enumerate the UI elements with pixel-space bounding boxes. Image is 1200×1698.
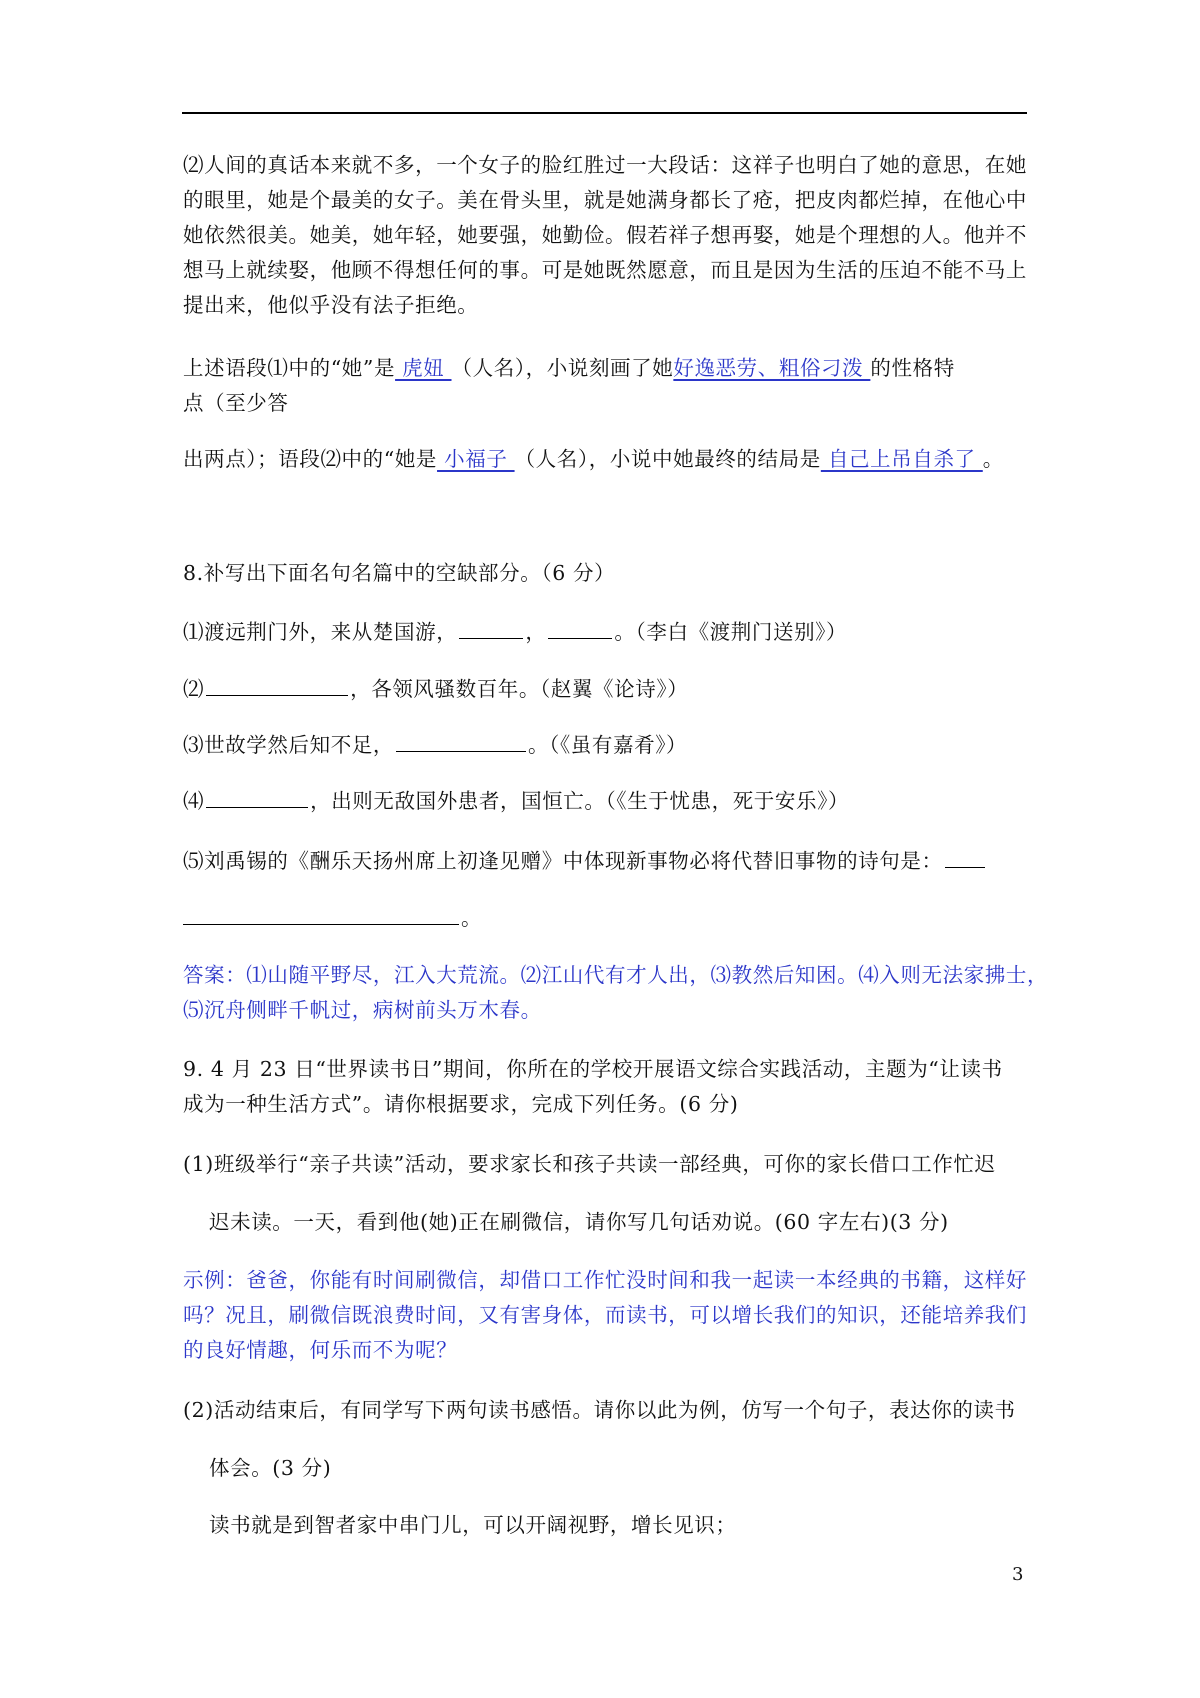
- q9-task-2-example: 读书就是到智者家中串门儿，可以开阔视野，增长见识；: [209, 1513, 737, 1537]
- q7-text: 上述语段⑴中的“她”是: [183, 356, 396, 380]
- header-rule: [182, 112, 1027, 114]
- question-7-line-3: [183, 444, 1004, 474]
- fill-blank: [459, 616, 523, 639]
- q9-example-line-2: 吗？况且，刷微信既浪费时间，又有害身体，而读书，可以增长我们的知识，还能培养我们: [183, 1303, 1027, 1327]
- q8-item-1: [183, 616, 847, 647]
- fill-blank: [945, 845, 985, 868]
- question-9-line-2: 成为一种生活方式”。请你根据要求，完成下列任务。(6 分): [183, 1092, 739, 1116]
- q8-item-text: 。（《虽有嘉肴》）: [528, 733, 688, 757]
- q8-item-text: ⑷: [183, 789, 205, 813]
- fill-blank: [206, 673, 348, 696]
- question-7-line-1: [183, 353, 955, 383]
- q7-answer-name-1: 虎妞: [395, 356, 452, 380]
- q8-item-text: 。: [461, 906, 483, 930]
- q9-task-2-line-1: (2)活动结束后，有同学写下两句读书感悟。请你以此为例，仿写一个句子，表达你的读书: [183, 1398, 1016, 1422]
- fill-blank: [183, 902, 459, 925]
- q7-answer-traits: 好逸恶劳、粗俗刁泼: [673, 356, 871, 380]
- passage-2-line-1: ⑵人间的真话本来就不多，一个女子的脸红胜过一大段话：这祥子也明白了她的意思，在她: [183, 153, 1027, 177]
- q8-item-text: ，各领风骚数百年。（赵翼《论诗》）: [350, 677, 689, 701]
- fill-blank: [548, 616, 612, 639]
- passage-2-line-2: 的眼里，她是个最美的女子。美在骨头里，就是她满身都长了疮，把皮肉都烂掉，在他心中: [183, 188, 1027, 212]
- passage-2-line-3: 她依然很美。她美，她年轻，她要强，她勤俭。假若祥子想再娶，她是个理想的人。他并不: [183, 223, 1027, 247]
- q8-item-2: [183, 673, 688, 704]
- fill-blank: [206, 785, 308, 808]
- q8-item-3: [183, 729, 687, 760]
- passage-2-line-5: 提出来，他似乎没有法子拒绝。: [183, 293, 479, 317]
- q7-text: （人名），小说中她最终的结局是: [514, 447, 821, 471]
- q7-text: 出两点）；语段⑵中的“她是: [183, 447, 438, 471]
- q8-item-4: [183, 785, 849, 816]
- q8-item-text: ，出则无敌国外患者，国恒亡。（《生于忧患，死于安乐》）: [310, 789, 850, 813]
- q9-task-2-line-2: 体会。(3 分): [209, 1456, 332, 1480]
- q7-text: 的性格特: [870, 356, 955, 380]
- q9-example-line-1: 示例：爸爸，你能有时间刷微信，却借口工作忙没时间和我一起读一本经典的书籍，这样好: [183, 1268, 1027, 1292]
- q7-answer-name-2: 小福子: [437, 447, 515, 471]
- q9-task-1-line-1: (1)班级举行“亲子共读”活动，要求家长和孩子共读一部经典，可你的家长借口工作忙迟: [183, 1152, 996, 1176]
- passage-2-line-4: 想马上就续娶，他顾不得想任何的事。可是她既然愿意，而且是因为生活的压迫不能不马上: [183, 258, 1027, 282]
- q8-answer-line-2: ⑸沉舟侧畔千帆过，病树前头万木春。: [183, 998, 542, 1022]
- q8-item-text: ⑶世故学然后知不足，: [183, 733, 394, 757]
- q8-item-text: 。（李白《渡荆门送别》）: [614, 620, 848, 644]
- fill-blank: [396, 729, 526, 752]
- question-7-line-2: 点（至少答: [183, 391, 289, 415]
- question-9-line-1: 9. 4 月 23 日“世界读书日”期间，你所在的学校开展语文综合实践活动，主题为“让读书: [183, 1057, 1003, 1081]
- q8-answer-line-1: 答案：⑴山随平野尽，江入大荒流。⑵江山代有才人出，⑶教然后知困。⑷入则无法家拂士，: [183, 963, 1049, 987]
- q8-item-5-cont: [183, 902, 482, 933]
- q8-item-text: ，: [525, 620, 547, 644]
- q8-item-text: ⑵: [183, 677, 205, 701]
- q7-answer-ending: 自己上吊自杀了: [820, 447, 983, 471]
- question-8-title: 8.补写出下面名句名篇中的空缺部分。（6 分）: [183, 561, 616, 585]
- q8-item-5: [183, 845, 987, 876]
- q9-task-1-line-2: 迟未读。一天，看到他(她)正在刷微信，请你写几句话劝说。(60 字左右)(3 分): [209, 1210, 949, 1234]
- q8-item-text: ⑴渡远荆门外，来从楚国游，: [183, 620, 458, 644]
- q7-text: （人名），小说刻画了她: [451, 356, 674, 380]
- q7-text: 。: [982, 447, 1004, 471]
- q8-item-text: ⑸刘禹锡的《酬乐天扬州席上初逢见赠》中体现新事物必将代替旧事物的诗句是：: [183, 849, 943, 873]
- page-number: 3: [1012, 1564, 1024, 1585]
- q9-example-line-3: 的良好情趣，何乐而不为呢？: [183, 1338, 458, 1362]
